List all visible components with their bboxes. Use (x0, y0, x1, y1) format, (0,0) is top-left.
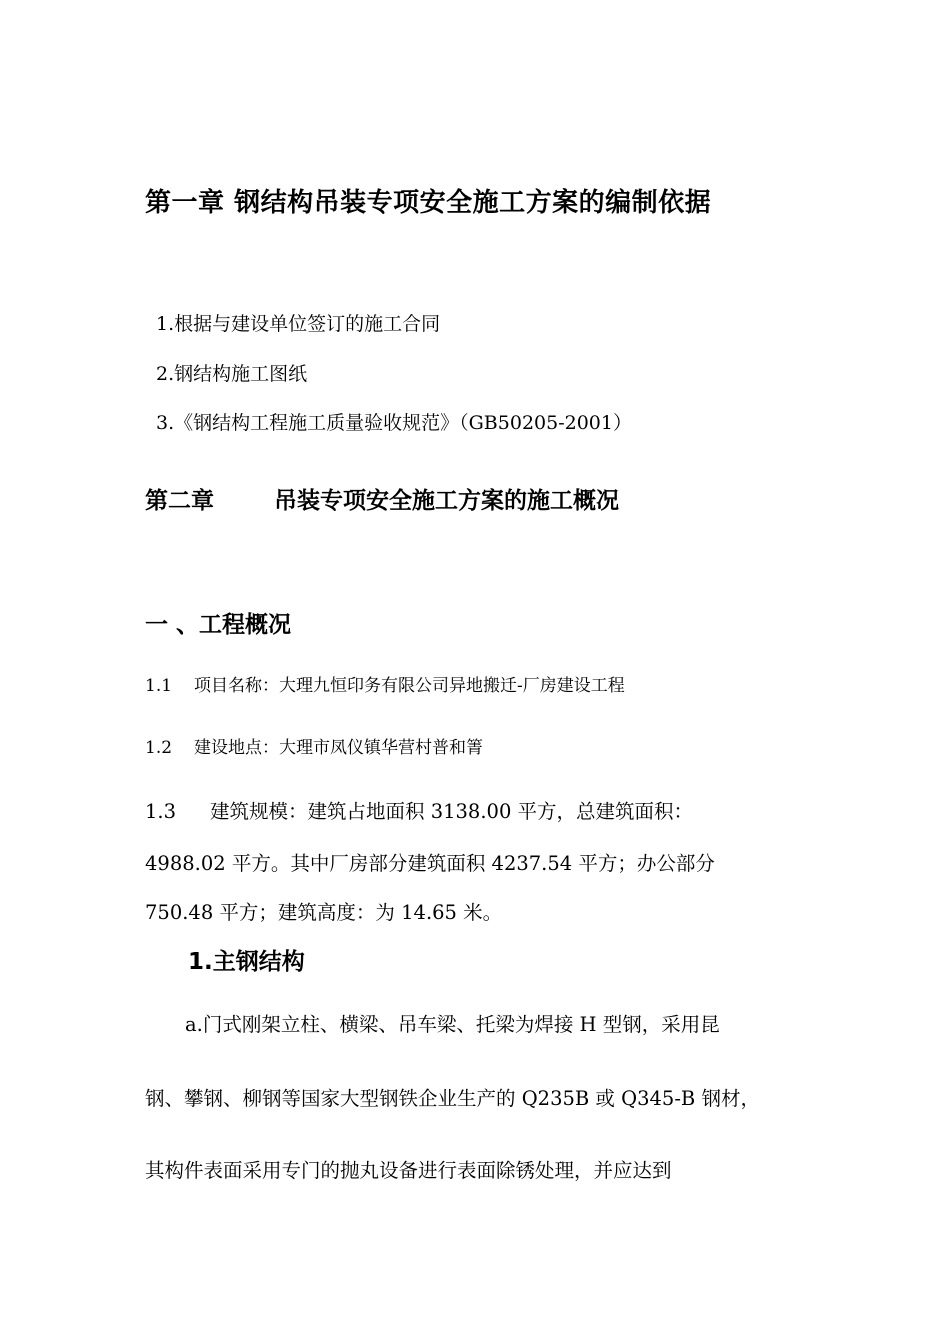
overview-item-2 (145, 740, 483, 757)
overview-item-1-text: 项目名称：大理九恒印务有限公司异地搬迁-厂房建设工程 (194, 676, 625, 696)
overview-item-2-num: 1.2 (145, 738, 173, 758)
overview-item-3-num: 1.3 (145, 800, 177, 823)
paragraph-a-line-1: a.门式刚架立柱、横梁、吊车梁、托梁为焊接 H 型钢，采用昆 (185, 1013, 720, 1036)
overview-item-3-line-1 (145, 802, 693, 822)
overview-item-3-line-3: 750.48 平方；建筑高度：为 14.65 米。 (145, 901, 503, 924)
overview-item-3-text-1: 建筑规模：建筑占地面积 3138.00 平方，总建筑面积： (210, 800, 694, 823)
chapter-2-heading (145, 490, 619, 513)
basis-item-1: 1.根据与建设单位签订的施工合同 (156, 313, 441, 335)
overview-item-3-line-2: 4988.02 平方。其中厂房部分建筑面积 4237.54 平方；办公部分 (145, 852, 715, 875)
section-1-heading: 一 、工程概况 (145, 612, 292, 638)
chapter-1-title: 钢结构吊装专项安全施工方案的编制依据 (234, 188, 712, 218)
chapter-2-prefix: 第二章 (145, 488, 214, 514)
paragraph-a-line-3: 其构件表面采用专门的抛丸设备进行表面除锈处理，并应达到 (145, 1159, 672, 1182)
overview-item-2-text: 建设地点：大理市凤仪镇华营村普和箐 (194, 738, 484, 758)
overview-item-1 (145, 678, 625, 695)
chapter-2-title: 吊装专项安全施工方案的施工概况 (274, 488, 619, 514)
basis-item-2: 2.钢结构施工图纸 (156, 363, 308, 385)
chapter-1-prefix: 第一章 (145, 188, 225, 218)
overview-item-1-num: 1.1 (145, 676, 173, 696)
chapter-1-heading (145, 190, 711, 216)
paragraph-a-line-2: 钢、攀钢、柳钢等国家大型钢铁企业生产的 Q235B 或 Q345-B 钢材， (145, 1087, 760, 1110)
subsection-main-steel-heading: 1.主钢结构 (188, 949, 305, 975)
basis-item-3: 3.《钢结构工程施工质量验收规范》（GB50205-2001） (156, 412, 632, 434)
